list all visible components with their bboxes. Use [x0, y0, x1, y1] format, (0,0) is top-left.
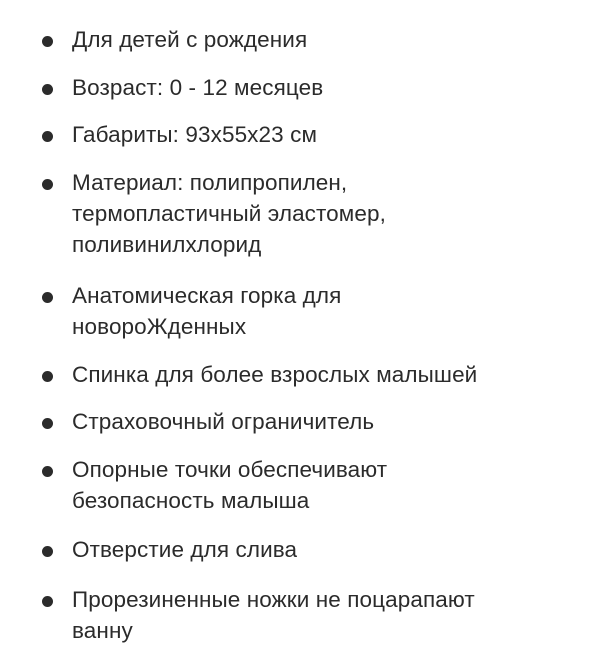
bullet-icon [42, 84, 53, 95]
bullet-icon [42, 36, 53, 47]
list-item-text: Отверстие для слива [72, 537, 298, 562]
list-item-text: Возраст: 0 - 12 месяцев [72, 75, 324, 100]
bullet-icon [42, 596, 53, 607]
bullet-icon [42, 371, 53, 382]
bullet-icon [42, 466, 53, 477]
list-item-text: Анатомическая горка для новороЖденных [72, 283, 342, 339]
list-item-text: Опорные точки обеспечивают безопасность малыша [72, 457, 388, 513]
list-item-text: Материал: полипропилен, термопластичный эластомер, поливинилхлорид [72, 170, 386, 257]
bullet-icon [42, 418, 53, 429]
bullet-icon [42, 292, 53, 303]
list-item-text: Габариты: 93х55х23 см [72, 122, 318, 147]
list-item-text: Спинка для более взрослых малышей [72, 362, 478, 387]
bullet-icon [42, 546, 53, 557]
bullet-icon [42, 131, 53, 142]
list-item-text: Для детей с рождения [72, 27, 308, 52]
bullet-icon [42, 179, 53, 190]
list-item-text: Прорезиненные ножки не поцарапают ванну [72, 587, 475, 643]
list-item-text: Страховочный ограничитель [72, 409, 375, 434]
